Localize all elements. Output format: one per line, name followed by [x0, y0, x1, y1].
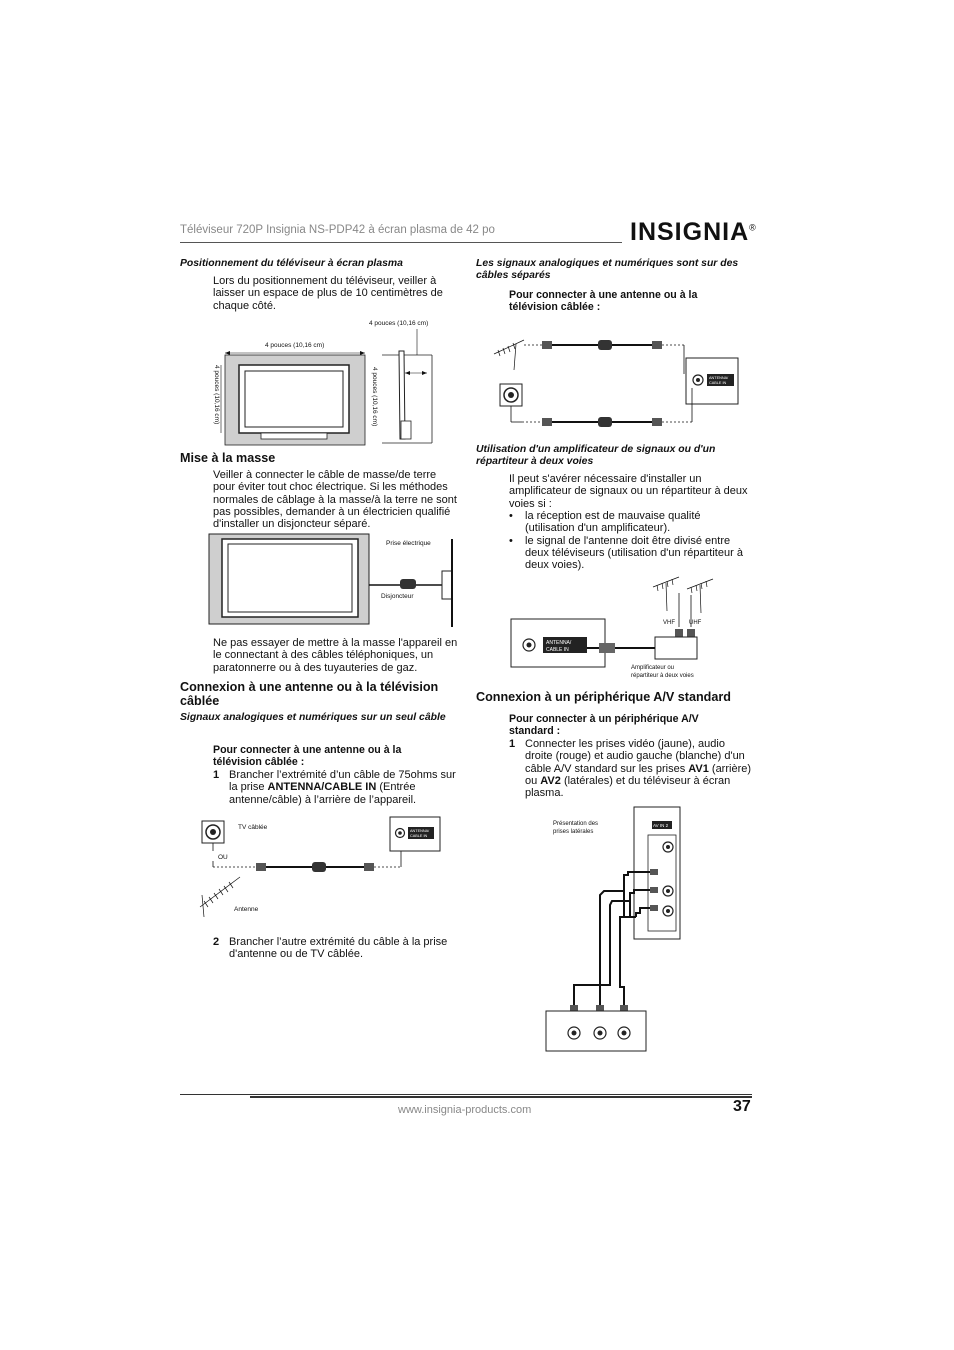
amplifier-text: Il peut s'avérer nécessaire d'installer un amplificateur de signaux ou un répartiteur à deux voies si : — [509, 473, 748, 510]
separate-cables-heading: Les signaux analogiques et numériques sont sur des câbles séparés — [476, 258, 739, 281]
jack-label-line2: CABLE IN — [410, 834, 428, 838]
step-2-text: Brancher l’autre extrémité du câble à la prise d'antenne ou de TV câblée. — [229, 936, 448, 961]
positioning-text: Lors du positionnement du téléviseur, veiller à laisser un espace de plus de 10 centimètres de chaque côté. — [213, 275, 443, 312]
amplifier-label-line2: répartiteur à deux voies — [631, 673, 694, 679]
footer-rule — [180, 1094, 752, 1095]
step-2-number: 2 — [213, 936, 220, 948]
list-item: • la réception est de mauvaise qualité (utilisation d'un amplificateur). — [509, 510, 701, 535]
step-1-text-a: Brancher l’extrémité d’un câble de 75ohms sur la prise — [229, 769, 456, 794]
av-connection-figure — [544, 805, 686, 1055]
header-rule — [180, 242, 622, 243]
or-label: OU — [218, 854, 228, 861]
antenna-cable-in-label: ANTENNA/CABLE IN — [267, 781, 377, 794]
jack-label-line1: ANTENNA/ — [709, 376, 729, 380]
breaker-label: Disjoncteur — [381, 593, 414, 600]
clearance-left-label: 4 pouces (10,16 cm) — [213, 365, 220, 425]
av-connect-heading: Pour connecter à un périphérique A/V standard : — [509, 713, 699, 737]
footer-rule-thick — [250, 1096, 752, 1098]
clearance-side-label: 4 pouces (10,16 cm) — [369, 320, 429, 327]
connect-antenna-heading-right: Pour connecter à une antenne ou à la télévision câblée : — [509, 289, 698, 313]
insignia-logo: INSIGNIA® — [630, 218, 757, 246]
positioning-heading: Positionnement du téléviseur à écran plasma — [180, 258, 403, 269]
single-cable-figure — [196, 815, 444, 925]
vhf-label: VHF — [663, 620, 675, 626]
side-jacks-label-line1: Présentation des — [553, 821, 599, 827]
av1-label: AV1 — [688, 762, 709, 775]
amplifier-heading: Utilisation d'un amplificateur de signaux ou d'un répartiteur à deux voies — [476, 444, 716, 467]
outlet-label: Prise électrique — [386, 540, 431, 547]
step-2 — [213, 936, 458, 961]
amplifier-label-line1: Amplificateur ou — [631, 665, 675, 671]
av-step-1-text-a: Connecter les prises vidéo (jaune), audio droite (rouge) et audio gauche (blanche) d'un câble A/V standard sur les prises — [525, 738, 745, 775]
connect-antenna-heading: Pour connecter à une antenne ou à la télévision câblée : — [213, 744, 402, 768]
vhf-antenna-icon — [653, 577, 679, 611]
separate-cables-figure — [492, 320, 742, 438]
step-1-number: 1 — [213, 769, 220, 781]
av-step-1-number: 1 — [509, 738, 516, 750]
av-heading: Connexion à un périphérique A/V standard — [476, 690, 731, 704]
jack-label-line2: CABLE IN — [709, 381, 727, 385]
antenna-heading: Connexion à une antenne ou à la télévision câblée — [180, 680, 439, 708]
uhf-label: UHF — [689, 620, 702, 626]
step-1 — [213, 769, 458, 806]
clearance-top-label: 4 pouces (10,16 cm) — [265, 342, 325, 349]
av2-label: AV2 — [540, 774, 561, 787]
av-step-1-text-e: (latérales) et du téléviseur à écran plasma. — [525, 774, 731, 800]
list-item: • le signal de l'antenne doit être divisé entre deux téléviseurs (utilisation d'un répartiteur à deux voies). — [509, 534, 743, 572]
grounding-warning: Ne pas essayer de mettre à la masse l'appareil en le connectant à des câbles téléphoniques, un paratonnerre ou à des tuyauteries de gaz. — [213, 637, 458, 674]
step-1-text-c: (Entrée antenne/câble) à l’arrière de l’appareil. — [229, 781, 417, 806]
amplifier-figure — [509, 573, 751, 681]
antenna-label: Antenne — [234, 906, 259, 913]
grounding-heading: Mise à la masse — [180, 451, 276, 465]
cable-tv-label: TV câblée — [238, 824, 268, 831]
amplifier-bullets — [509, 510, 751, 571]
tv-clearance-figure — [207, 315, 439, 447]
jack-label-line1: ANTENNA/ — [546, 640, 572, 646]
av-step-1 — [509, 738, 754, 799]
jack-label-line1: ANTENNA/ — [410, 829, 430, 833]
jack-label-line2: CABLE IN — [546, 647, 569, 653]
clearance-right-label: 4 pouces (10,16 cm) — [371, 367, 378, 427]
grounding-figure — [208, 533, 460, 628]
document-header-title: Téléviseur 720P Insignia NS-PDP42 à écran plasma de 42 po — [180, 224, 495, 236]
footer-url: www.insignia-products.com — [398, 1104, 532, 1116]
antenna-icon — [494, 340, 524, 370]
page-number: 37 — [733, 1098, 751, 1115]
grounding-text: Veiller à connecter le câble de masse/de terre pour éviter tout choc électrique. Si les méthodes normales de câblage à la masse/à la terre ne sont pas possibles, demander à un électricien qualifié d'installer un disjoncteur séparé. — [213, 469, 457, 531]
av-in-2-label: AV IN 2 — [653, 823, 669, 828]
single-cable-heading: Signaux analogiques et numériques sur un seul câble — [180, 712, 446, 723]
side-jacks-label-line2: prises latérales — [553, 829, 594, 835]
av-step-1-text-c: (arrière) ou — [525, 762, 752, 787]
